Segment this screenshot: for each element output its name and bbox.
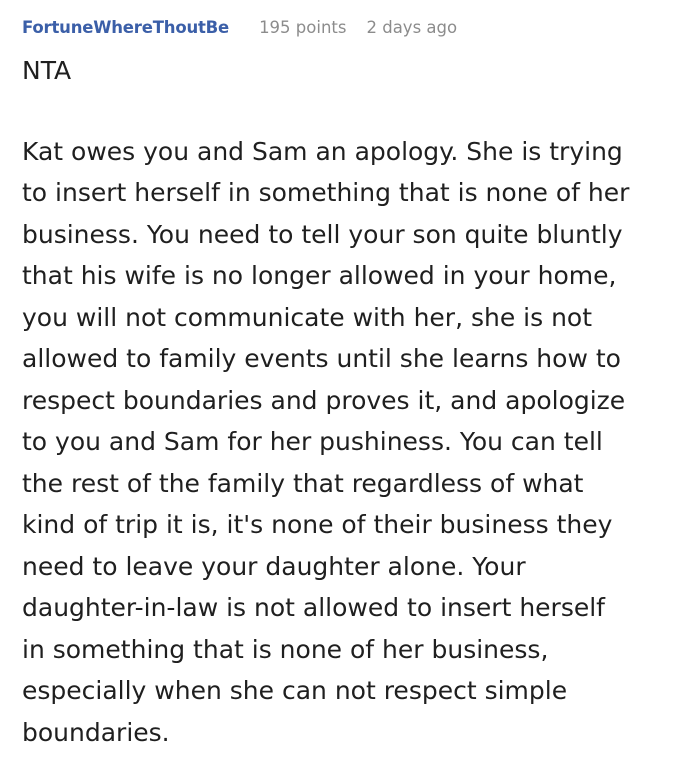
comment-verdict: NTA <box>22 56 72 85</box>
comment-points: 195 points <box>259 18 347 37</box>
comment-body <box>22 50 692 753</box>
comment-timestamp: 2 days ago <box>366 18 458 37</box>
comment-text: Kat owes you and Sam an apology. She is trying to insert herself in something that is none of her business. You need to tell your son quite bluntly that his wife is no longer allowed in your home, you will not communicate with her, she is not allowed to family events until she learns how to respect boundaries and proves it, and apologize to you and Sam for her pushiness. You can tell the rest of the family that regardless of what kind of trip it is, it's none of their business they need to leave your daughter alone. Your daughter-in-law is not allowed to insert herself in something that is none of her business, especially when she can not respect simple boundaries. <box>22 136 630 747</box>
comment <box>22 18 692 753</box>
comment-author[interactable]: FortuneWhereThoutBe <box>22 18 230 37</box>
paragraph-gap <box>22 92 692 131</box>
comment-meta <box>22 18 692 44</box>
